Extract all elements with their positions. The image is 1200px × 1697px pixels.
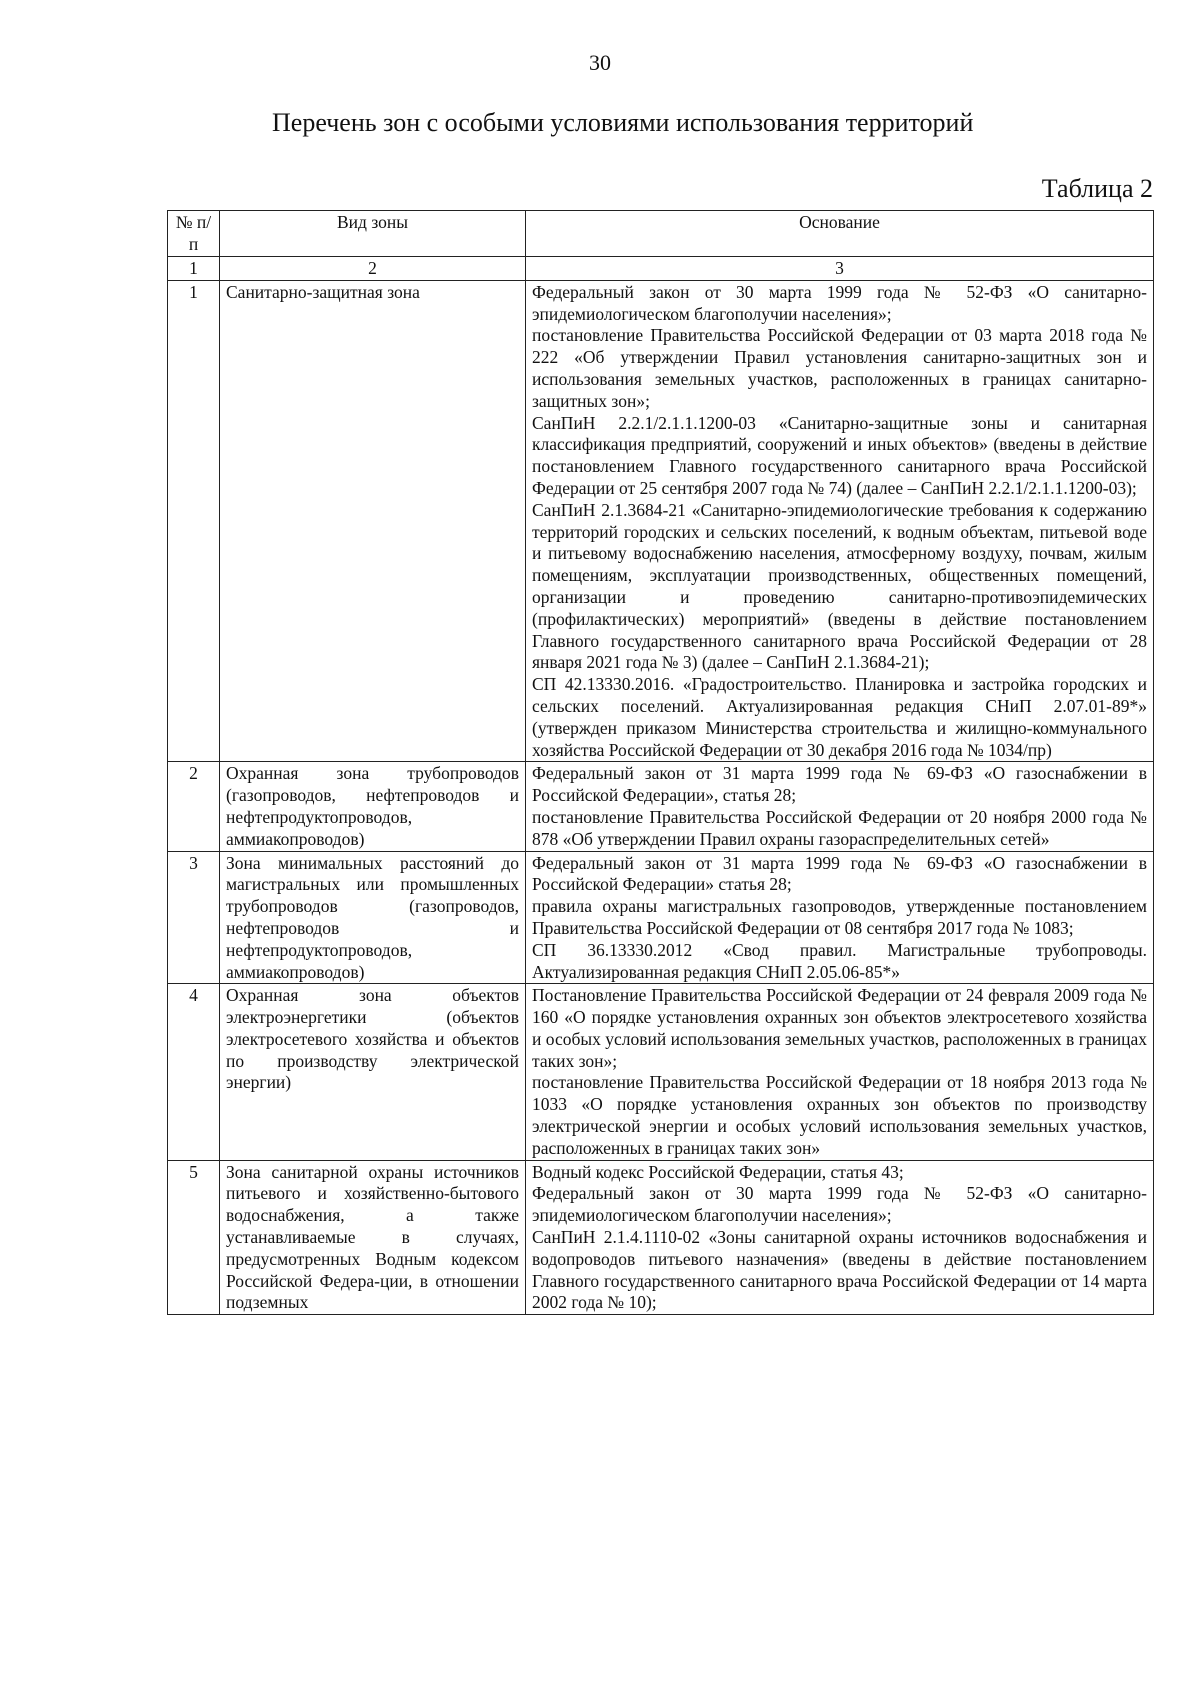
table-row (168, 1160, 1154, 1315)
zone-type (220, 851, 526, 984)
zone-type-text: Охранная зона трубопроводов (газопроводов, нефтепроводов и нефтепродуктопроводов, аммиакопроводов) (226, 763, 519, 849)
row-number: 5 (168, 1160, 220, 1315)
zone-type-text: Зона минимальных расстояний до магистральных или промышленных трубопроводов (газопроводов, нефтепроводов и нефтепродуктопроводов, аммиакопроводов) (226, 852, 519, 982)
zone-type-text: Санитарно-защитная зона (226, 281, 420, 302)
header-zone: Вид зоны (220, 211, 526, 257)
zone-type-text: Охранная зона объектов электроэнергетики (объектов электросетевого хозяйства и объектов по производству электрической энергии) (226, 985, 519, 1093)
basis-item: Федеральный закон от 30 марта 1999 года № 52-ФЗ «О санитарно-эпидемиологическом благополучии населения»; (532, 281, 1147, 324)
basis-item: СП 42.13330.2016. «Градостроительство. Планировка и застройка городских и сельских поселений. Актуализированная редакция СНиП 2.07.01-89*» (утвержден приказом Министерства строительства и жилищно-коммунального хозяйства Российской Федерации от 30 декабря 2016 года № 1034/пр) (532, 674, 1147, 760)
basis-item: постановление Правительства Российской Федерации от 20 ноября 2000 года № 878 «Об утверждении Правил охраны газораспределительных сетей» (532, 806, 1147, 849)
row-number: 1 (168, 280, 220, 762)
basis-item: СанПиН 2.1.4.1110-02 «Зоны санитарной охраны источников водоснабжения и водопроводов питьевого назначения» (введены в действие постановлением Главного государственного санитарного врача Российской Федерации от 14 марта 2002 года № 10); (532, 1227, 1147, 1313)
basis-item: Федеральный закон от 31 марта 1999 года № 69-ФЗ «О газоснабжении в Российской Федерации» статья 28; (532, 852, 1147, 895)
column-number: 1 (168, 257, 220, 281)
header-num: № п/п (168, 211, 220, 257)
row-number: 3 (168, 851, 220, 984)
zone-type-text: Зона санитарной охраны источников питьевого и хозяйственно-бытового водоснабжения, а также устанавливаемые в случаях, предусмотренных Водным кодексом Российской Федера-ции, в отношении подземных (226, 1161, 519, 1313)
table-row (168, 762, 1154, 851)
basis-cell (526, 762, 1154, 851)
zone-type (220, 280, 526, 762)
basis-item: Федеральный закон от 31 марта 1999 года № 69-ФЗ «О газоснабжении в Российской Федерации», статья 28; (532, 763, 1147, 806)
table-row (168, 984, 1154, 1160)
zone-type (220, 762, 526, 851)
basis-item: постановление Правительства Российской Федерации от 03 марта 2018 года № 222 «Об утверждении Правил установления санитарно-защитных зон и использования земельных участков, расположенных в границах санитарно-защитных зон»; (532, 325, 1147, 411)
page-number: 30 (589, 50, 611, 75)
basis-cell (526, 851, 1154, 984)
document-title: Перечень зон с особыми условиями использования территорий (272, 108, 974, 137)
table-row (168, 851, 1154, 984)
basis-item: Водный кодекс Российской Федерации, статья 43; (532, 1161, 904, 1182)
basis-item: правила охраны магистральных газопроводов, утвержденные постановлением Правительства Российской Федерации от 08 сентября 2017 года № 1083; (532, 896, 1147, 938)
column-number: 2 (220, 257, 526, 281)
row-number: 4 (168, 984, 220, 1160)
table-row (168, 280, 1154, 762)
basis-item: постановление Правительства Российской Федерации от 18 ноября 2013 года № 1033 «О порядке установления охранных зон объектов по производству электрической энергии и особых условий использования земельных участков, расположенных в границах таких зон» (532, 1072, 1147, 1158)
basis-cell (526, 984, 1154, 1160)
row-number: 2 (168, 762, 220, 851)
column-number-row (168, 257, 1154, 281)
zone-type (220, 1160, 526, 1315)
basis-item: Постановление Правительства Российской Федерации от 24 февраля 2009 года № 160 «О порядке установления охранных зон объектов электросетевого хозяйства и особых условий использования земельных участков, расположенных в границах таких зон»; (532, 985, 1147, 1071)
basis-item: СанПиН 2.2.1/2.1.1.1200-03 «Санитарно-защитные зоны и санитарная классификация предприятий, сооружений и иных объектов» (введены в действие постановлением Главного государственного санитарного врача Российской Федерации от 25 сентября 2007 года № 74) (далее – СанПиН 2.2.1/2.1.1.1200-03); (532, 412, 1147, 498)
zones-table (167, 210, 1154, 1315)
column-number: 3 (526, 257, 1154, 281)
table-header-row (168, 211, 1154, 257)
basis-cell (526, 280, 1154, 762)
zone-type (220, 984, 526, 1160)
basis-item: СП 36.13330.2012 «Свод правил. Магистральные трубопроводы. Актуализированная редакция СНиП 2.05.06-85*» (532, 939, 1147, 982)
table-caption: Таблица 2 (1041, 174, 1153, 203)
basis-item: Федеральный закон от 30 марта 1999 года № 52-ФЗ «О санитарно-эпидемиологическом благополучии населения»; (532, 1183, 1147, 1226)
basis-item: СанПиН 2.1.3684-21 «Санитарно-эпидемиологические требования к содержанию территорий городских и сельских поселений, к водным объектам, питьевой воде и питьевому водоснабжению населения, атмосферному воздуху, почвам, жилым помещениям, эксплуатации производственных, общественных помещений, организации и проведению санитарно-противоэпидемических (профилактических) мероприятий» (введены в действие постановлением Главного государственного санитарного врача Российской Федерации от 28 января 2021 года № 3) (далее – СанПиН 2.1.3684-21); (532, 499, 1147, 673)
basis-cell (526, 1160, 1154, 1315)
header-basis: Основание (526, 211, 1154, 257)
